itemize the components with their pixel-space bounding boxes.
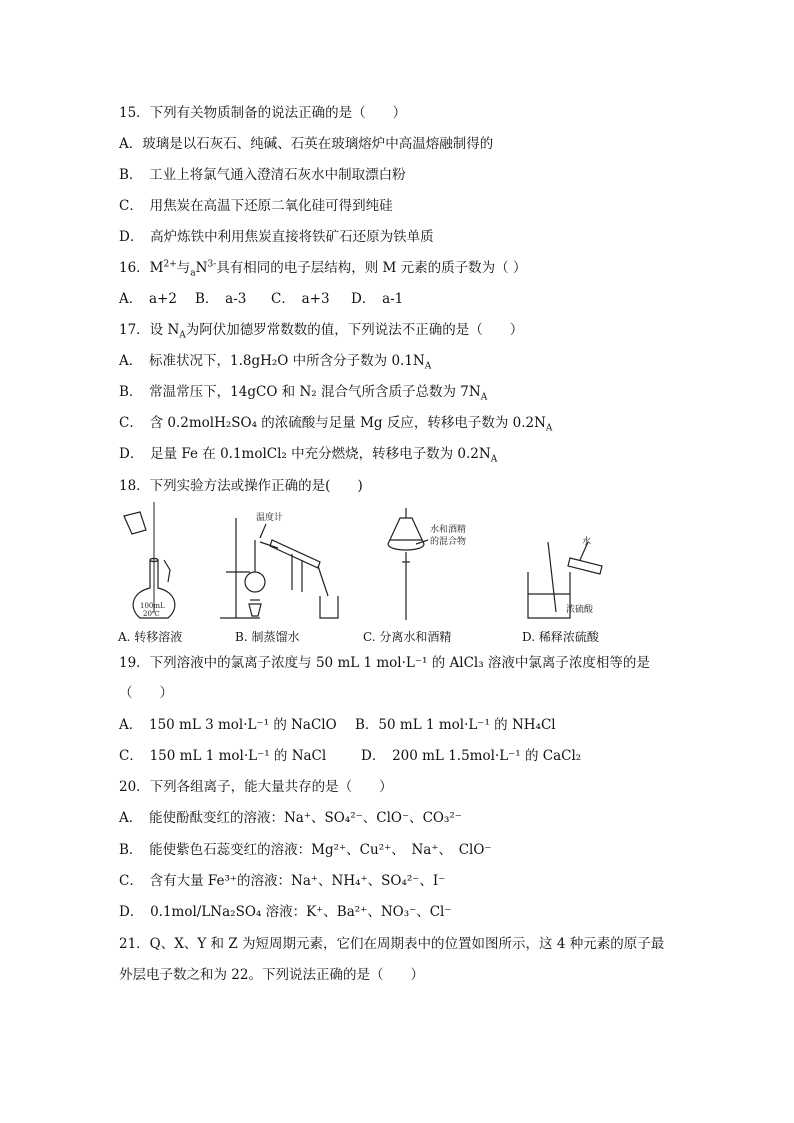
q17-b-sub: A: [480, 392, 488, 403]
q19-option-c: C． 150 mL 1 mol·L⁻¹ 的 NaCl: [119, 748, 327, 764]
acid-label: 浓硫酸: [566, 605, 594, 615]
q17-option-b: [119, 383, 487, 401]
q17-b-text: B． 常温常压下，14gCO 和 N₂ 混合气所含质子总数为 7N: [119, 384, 481, 400]
q16-stem-tail: 具有相同的电子层结构，则 M 元素的质子数为（ ）: [216, 260, 527, 276]
thermometer-label: 温度计: [256, 513, 284, 523]
q16-a-sub: a: [190, 268, 196, 279]
q15-option-a: A．玻璃是以石灰石、纯碱、石英在玻璃熔炉中高温熔融制得的: [119, 136, 494, 152]
q18-caption-c: C. 分离水和酒精: [363, 630, 452, 644]
q17-stem-sub: A: [179, 330, 186, 341]
q17-c-text: C． 含 0.2molH₂SO₄ 的浓硫酸与足量 Mg 反应，转移电子数为 0.2N: [119, 415, 546, 431]
q17-c-sub: A: [545, 423, 553, 434]
q16-n: N: [195, 260, 208, 276]
q19-option-b: B．50 mL 1 mol·L⁻¹ 的 NH₄Cl: [355, 717, 556, 733]
q16-option-d: D． a-1: [351, 291, 404, 307]
q17-d-sub: A: [490, 454, 498, 465]
q17-a-text: A． 标准状况下，1.8gH₂O 中所含分子数为 0.1N: [119, 353, 425, 369]
q19-option-d: D． 200 mL 1.5mol·L⁻¹ 的 CaCl₂: [361, 748, 582, 764]
q16-n-charge: 3-: [207, 259, 217, 270]
q20-option-a: A． 能使酚酞变红的溶液：Na⁺、SO₄²⁻、ClO⁻、CO₃²⁻: [119, 810, 462, 826]
q17-option-a: [119, 352, 431, 370]
q18-apparatus-drawings: [110, 500, 630, 628]
q20-option-b: B． 能使紫色石蕊变红的溶液：Mg²⁺、Cu²⁺、 Na⁺、 ClO⁻: [119, 842, 492, 858]
q20-stem: 20．下列各组离子，能大量共存的是（ ）: [119, 779, 393, 795]
q17-a-sub: A: [424, 361, 432, 372]
q17-stem-post: 为阿伏加德罗常数数的值，下列说法不正确的是（ ）: [185, 322, 524, 338]
q18-figures: [110, 500, 630, 648]
q17-option-c: [119, 414, 552, 432]
q16-and: 与: [176, 260, 191, 276]
q16-option-c: C． a+3: [271, 291, 330, 307]
q15-option-d: D． 高炉炼铁中利用焦炭直接将铁矿石还原为铁单质: [119, 229, 434, 245]
q21-stem-2: 外层电子数之和为 22。下列说法正确的是（ ）: [119, 967, 424, 983]
q19-stem: 19．下列溶液中的氯离子浓度与 50 mL 1 mol·L⁻¹ 的 AlCl₃ 溶液中氯离子浓度相等的是: [119, 655, 650, 671]
q18-caption-a: A. 转移溶液: [118, 630, 183, 644]
q17-d-text: D． 足量 Fe 在 0.1molCl₂ 中充分燃烧，转移电子数为 0.2N: [119, 446, 491, 462]
q19-options-cd: [119, 747, 581, 765]
q19-option-a: A． 150 mL 3 mol·L⁻¹ 的 NaClO: [119, 717, 337, 733]
q16-option-b: B． a-3: [195, 291, 247, 307]
q18-stem: 18．下列实验方法或操作正确的是( ): [119, 478, 363, 494]
q21-stem: 21．Q、X、Y 和 Z 为短周期元素，它们在周期表中的位置如图所示，这 4 种元素的原子最: [119, 936, 665, 952]
q16-option-a: A． a+2: [119, 291, 177, 307]
q18-caption-b: B. 制蒸馏水: [235, 630, 300, 644]
q18-caption-d: D. 稀释浓硫酸: [522, 630, 599, 644]
volumetric-flask-icon: [124, 502, 175, 618]
q15-stem: 15．下列有关物质制备的说法正确的是（ ）: [119, 105, 407, 121]
water-label: 水: [582, 537, 592, 547]
q16-stem: [119, 259, 526, 277]
flask-temp-label: 20℃: [143, 610, 160, 618]
flask-volume-label: 100mL: [140, 602, 165, 610]
q16-options: [119, 290, 403, 308]
q17-stem-pre: 17．设 N: [119, 322, 180, 338]
distillation-apparatus-icon: [220, 518, 338, 618]
q20-option-c: C． 含有大量 Fe³⁺的溶液：Na⁺、NH₄⁺、SO₄²⁻、I⁻: [119, 873, 446, 889]
q20-option-d: D． 0.1mol/LNa₂SO₄ 溶液：K⁺、Ba²⁺、NO₃⁻、Cl⁻: [119, 904, 452, 920]
separatory-funnel-icon: [388, 508, 424, 620]
q17-option-d: [119, 445, 497, 463]
q19-options-ab: [119, 716, 556, 734]
q16-m: 16．M: [119, 260, 164, 276]
mixture-label-1: 水和酒精: [430, 525, 467, 535]
q17-stem: [119, 321, 523, 339]
q16-m-charge: 2+: [163, 259, 177, 270]
mixture-label-2: 的混合物: [430, 537, 467, 547]
q15-option-b: B． 工业上将氯气通入澄清石灰水中制取漂白粉: [119, 167, 406, 183]
q19-stem-2: （ ）: [119, 685, 173, 701]
q15-option-c: C． 用焦炭在高温下还原二氧化硅可得到纯硅: [119, 198, 393, 214]
